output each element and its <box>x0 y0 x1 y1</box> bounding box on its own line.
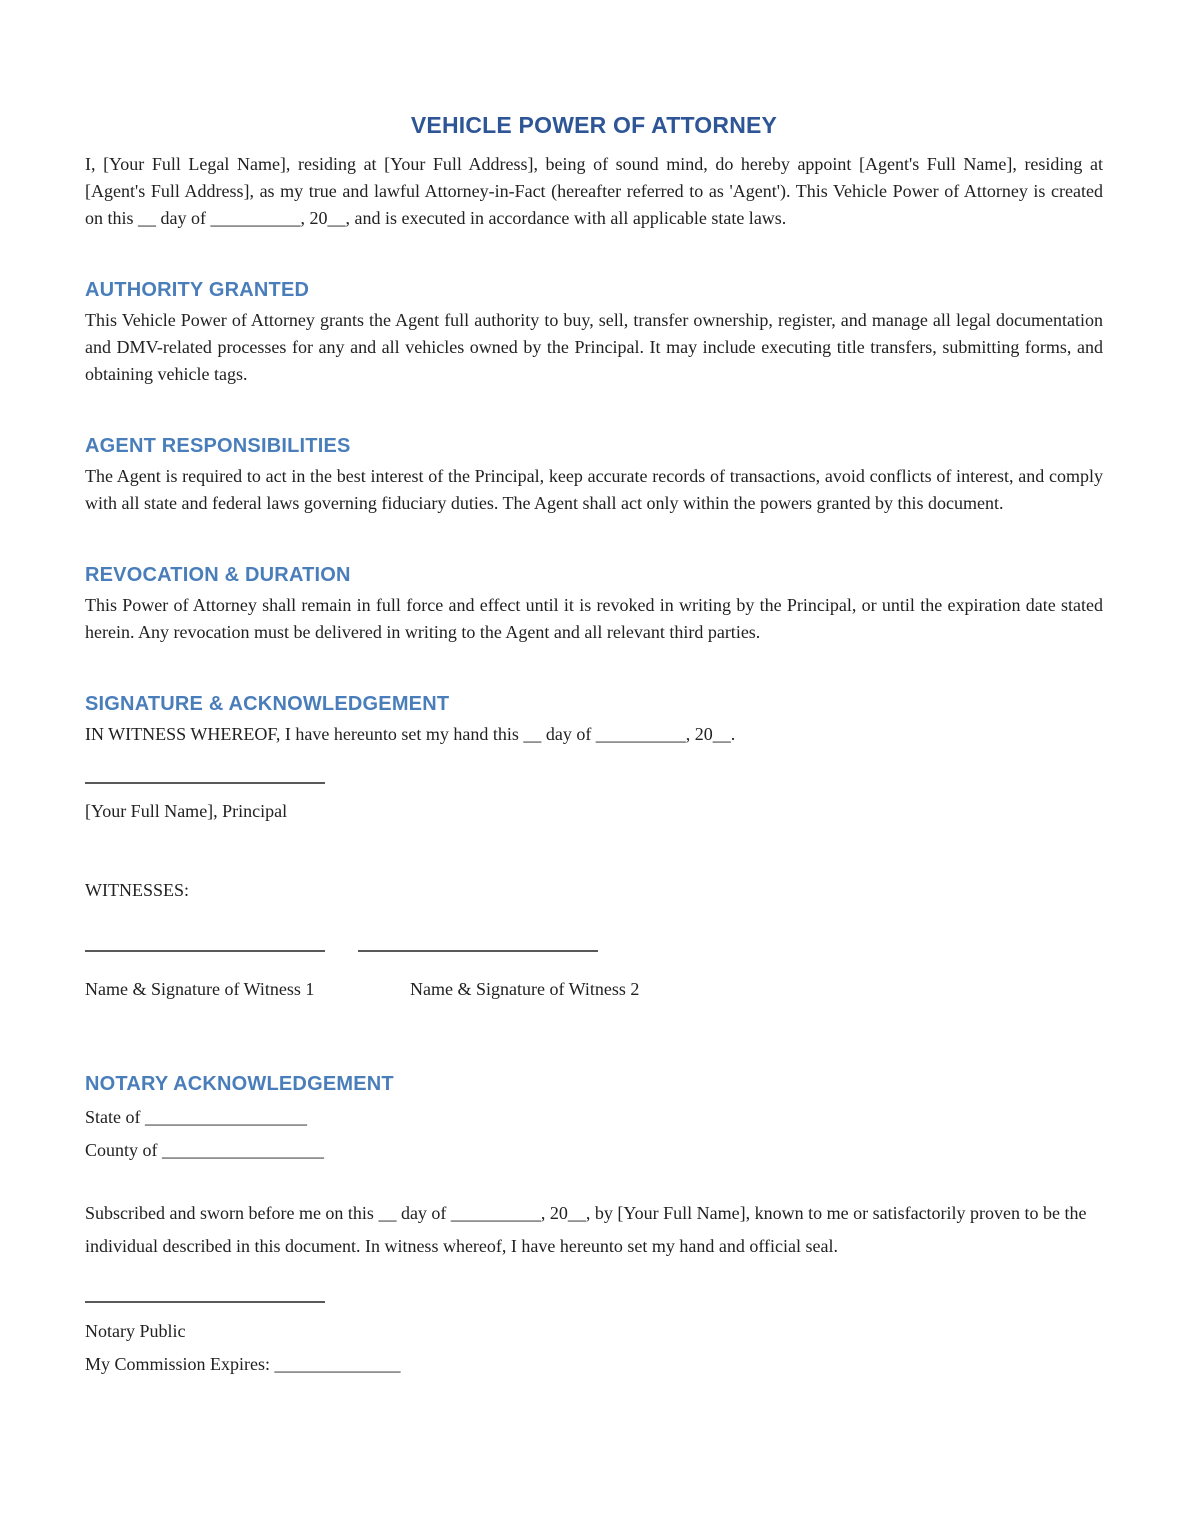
witness1-signature-line <box>85 950 325 952</box>
section-notary-acknowledgement <box>85 1073 1103 1381</box>
page-title: VEHICLE POWER OF ATTORNEY <box>410 112 778 138</box>
witness2-signature-line <box>358 950 598 952</box>
notary-paragraph: Subscribed and sworn before me on this __ day of __________, 20__, by [Your Full Name], known to me or satisfactorily proven to be the individual described in this document. In witness whereof, I have hereunto set my hand and official seal. <box>85 1203 1087 1256</box>
section-authority-granted <box>85 279 1103 388</box>
revocation-paragraph: This Power of Attorney shall remain in full force and effect until it is revoked in writing by the Principal, or until the expiration date stated herein. Any revocation must be delivered in writing to the Agent and all relevant third parties. <box>85 595 1103 642</box>
section-heading-signature: SIGNATURE & ACKNOWLEDGEMENT <box>85 693 450 715</box>
authority-paragraph: This Vehicle Power of Attorney grants the Agent full authority to buy, sell, transfer ownership, register, and manage all legal documentation and DMV-related processes for any and all vehicles owned by the Principal. It may include executing title transfers, submitting forms, and obtaining vehicle tags. <box>85 310 1103 384</box>
witness-signature-lines <box>85 950 1103 952</box>
notary-county-line: County of __________________ <box>85 1140 325 1160</box>
principal-signature-line <box>85 782 325 784</box>
witness2-label: Name & Signature of Witness 2 <box>410 979 640 999</box>
section-heading-notary: NOTARY ACKNOWLEDGEMENT <box>85 1073 394 1095</box>
witness-whereof-line: IN WITNESS WHEREOF, I have hereunto set my hand this __ day of __________, 20__. <box>85 724 736 744</box>
section-revocation-duration <box>85 564 1103 646</box>
section-heading-agent: AGENT RESPONSIBILITIES <box>85 435 351 457</box>
commission-expires-line: My Commission Expires: ______________ <box>85 1354 401 1374</box>
intro-paragraph: I, [Your Full Legal Name], residing at [Your Full Address], being of sound mind, do hereby appoint [Agent's Full Name], residing at [Agent's Full Address], as my true and lawful Attorney-in-Fact (hereafter referred to as 'Agent'). This Vehicle Power of Attorney is created on this __ day of __________, 20__, and is executed in accordance with all applicable state laws. <box>85 154 1103 228</box>
section-heading-revocation: REVOCATION & DURATION <box>85 564 351 586</box>
section-agent-responsibilities <box>85 435 1103 517</box>
principal-name-label: [Your Full Name], Principal <box>85 801 288 821</box>
notary-state-line: State of __________________ <box>85 1107 307 1127</box>
section-heading-authority: AUTHORITY GRANTED <box>85 279 310 301</box>
witnesses-label: WITNESSES: <box>85 880 190 900</box>
section-signature-acknowledgement <box>85 693 1103 1003</box>
notary-public-label: Notary Public <box>85 1321 186 1341</box>
agent-paragraph: The Agent is required to act in the best interest of the Principal, keep accurate records of transactions, avoid conflicts of interest, and comply with all state and federal laws governing fiduciary duties. The Agent shall act only within the powers granted by this document. <box>85 466 1103 513</box>
witness-labels-row <box>85 976 1103 1003</box>
witness1-label: Name & Signature of Witness 1 <box>85 979 315 999</box>
notary-signature-line <box>85 1301 325 1303</box>
